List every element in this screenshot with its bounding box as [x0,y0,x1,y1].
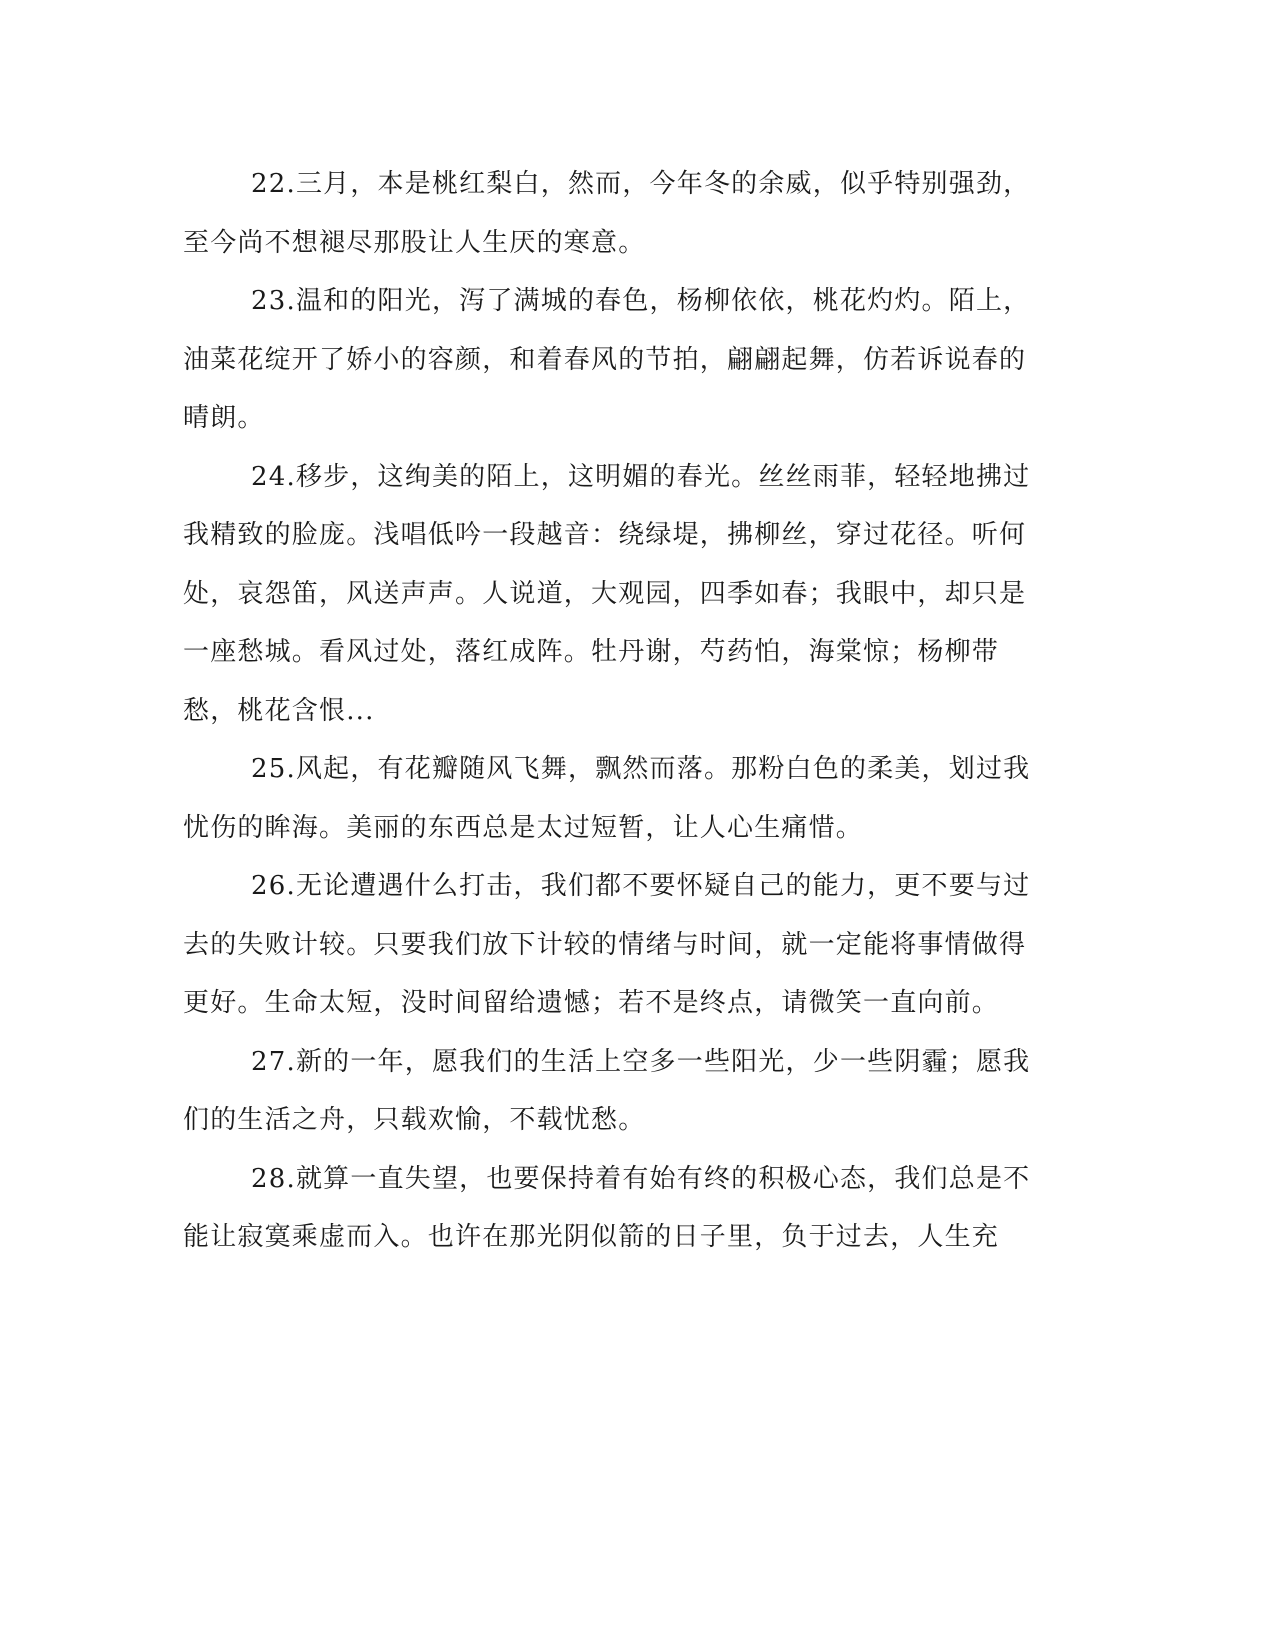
paragraph-28: 28.就算一直失望，也要保持着有始有终的积极心态，我们总是不能让寂寞乘虚而入。也许在那光阴似箭的日子里，负于过去，人生充 [183,1163,1031,1252]
paragraph-25: 25.风起，有花瓣随风飞舞，飘然而落。那粉白色的柔美，划过我忧伤的眸海。美丽的东西总是太过短暂，让人心生痛惜。 [183,754,1031,843]
paragraph-22: 22.三月，本是桃红梨白，然而，今年冬的余威，似乎特别强劲，至今尚不想褪尽那股让人生厌的寒意。 [183,169,1031,258]
paragraph-24: 24.移步，这绚美的陌上，这明媚的春光。丝丝雨菲，轻轻地拂过我精致的脸庞。浅唱低吟一段越音：绕绿堤，拂柳丝，穿过花径。听何处，哀怨笛，风送声声。人说道，大观园，四季如春；我眼中，却只是一座愁城。看风过处，落红成阵。牡丹谢，芍药怕，海棠惊；杨柳带愁，桃花含恨... [183,461,1031,726]
paragraph-27: 27.新的一年，愿我们的生活上空多一些阳光，少一些阴霾；愿我们的生活之舟，只载欢愉，不载忧愁。 [183,1046,1031,1135]
document-body [183,155,1043,1267]
paragraph-23: 23.温和的阳光，泻了满城的春色，杨柳依依，桃花灼灼。陌上，油菜花绽开了娇小的容颜，和着春风的节拍，翩翩起舞，仿若诉说春的晴朗。 [183,286,1031,433]
paragraph-26: 26.无论遭遇什么打击，我们都不要怀疑自己的能力，更不要与过去的失败计较。只要我们放下计较的情绪与时间，就一定能将事情做得更好。生命太短，没时间留给遗憾；若不是终点，请微笑一直向前。 [183,871,1031,1018]
